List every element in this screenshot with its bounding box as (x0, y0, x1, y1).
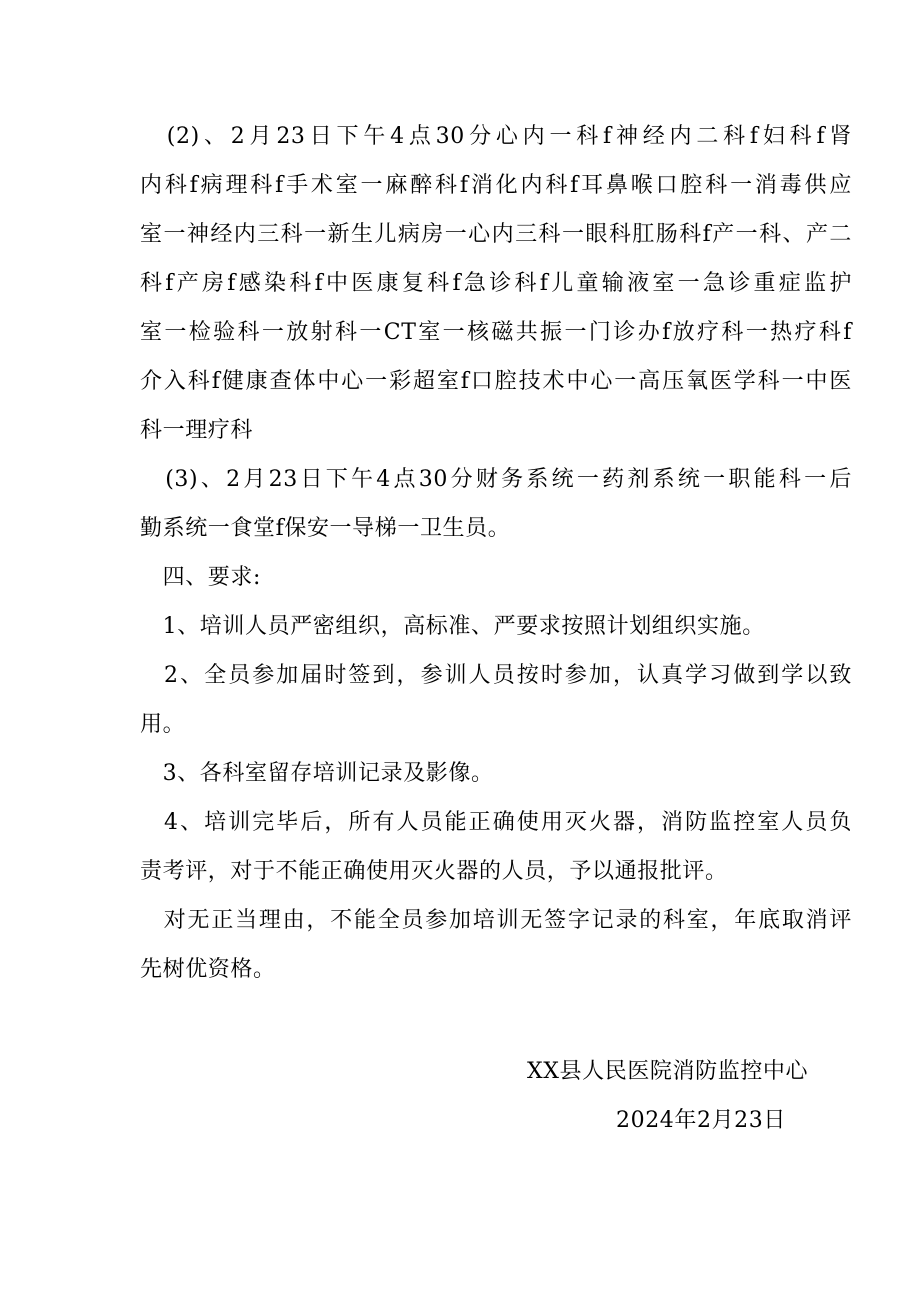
requirement-item-4 (140, 798, 852, 896)
requirement-item-1 (140, 602, 852, 651)
text-line: 科f产房f感染科f中医康复科f急诊科f儿童输液室一急诊重症监护 (140, 271, 852, 296)
signature-date: 2024年2月23日 (616, 1108, 786, 1133)
paragraph-schedule-2 (140, 112, 852, 455)
signature-organization: XX县人民医院消防监控中心 (527, 1059, 809, 1084)
requirement-item-3 (140, 749, 852, 798)
text-line: 勤系统一食堂f保安一导梯一卫生员。 (140, 516, 511, 541)
text-line: 4、培训完毕后，所有人员能正确使用灭火器，消防监控室人员负 (140, 810, 852, 835)
text-line: 1、培训人员严密组织，高标准、严要求按照计划组织实施。 (140, 614, 765, 639)
text-line: 责考评，对于不能正确使用灭火器的人员，予以通报批评。 (140, 859, 728, 884)
paragraph-schedule-3 (140, 455, 852, 553)
section-heading-requirements (140, 553, 852, 602)
section-heading: 四、要求: (140, 565, 262, 590)
text-line: 室一神经内三科一新生儿病房一心内三科一眼科肛肠科f产一科、产二 (140, 222, 852, 247)
text-line: 用。 (140, 712, 186, 737)
text-line: 介入科f健康查体中心一彩超室f口腔技术中心一高压氧医学科一中医 (140, 369, 852, 394)
text-line: 先树优资格。 (140, 957, 276, 982)
text-line: 3、各科室留存培训记录及影像。 (140, 761, 494, 786)
text-line: 室一检验科一放射科一CT室一核磁共振一门诊办f放疗科一热疗科f (140, 320, 852, 345)
text-line: (3)、2月23日下午4点30分财务系统一药剂系统一职能科一后 (140, 467, 852, 492)
text-line: (2)、2月23日下午4点30分心内一科f神经内二科f妇科f肾 (140, 124, 852, 149)
text-line: 对无正当理由，不能全员参加培训无签字记录的科室，年底取消评 (140, 908, 852, 933)
closing-note (140, 896, 852, 994)
text-line: 内科f病理科f手术室一麻醉科f消化内科f耳鼻喉口腔科一消毒供应 (140, 173, 852, 198)
text-line: 科一理疗科 (140, 418, 254, 443)
text-line: 2、全员参加届时签到，参训人员按时参加，认真学习做到学以致 (140, 663, 852, 688)
requirement-item-2 (140, 651, 852, 749)
